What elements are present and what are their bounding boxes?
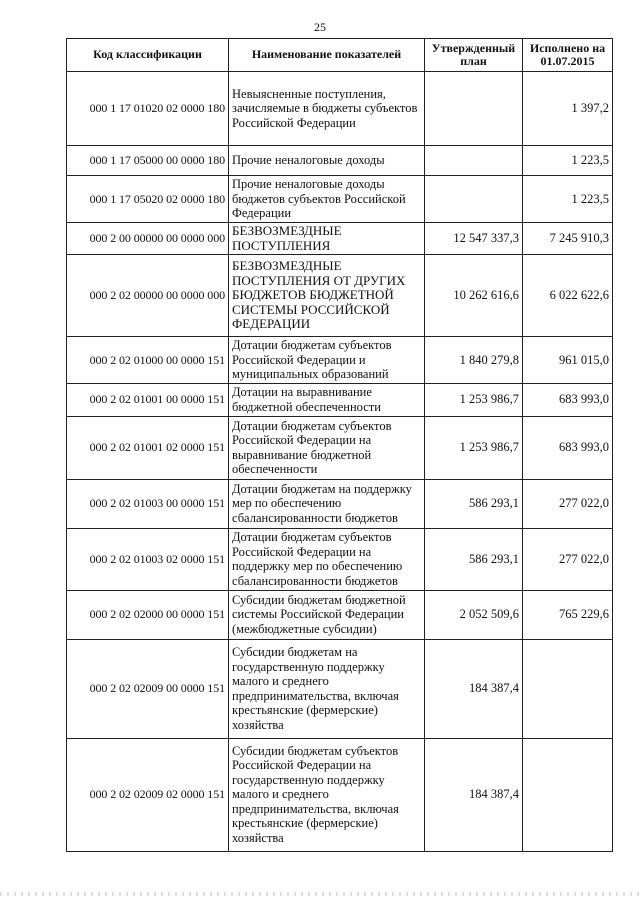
scan-edge-noise <box>0 892 640 896</box>
table-row <box>67 383 613 416</box>
cell-done: 277 022,0 <box>523 479 613 528</box>
table-row <box>67 223 613 255</box>
table-row <box>67 337 613 384</box>
cell-done: 1 223,5 <box>523 176 613 223</box>
cell-name: Субсидии бюджетам на государственную поддержку малого и среднего предпринимательства, включая крестьянские (фермерские) хозяйства <box>229 639 425 738</box>
cell-done: 1 223,5 <box>523 146 613 176</box>
cell-code: 000 2 02 01001 00 0000 151 <box>67 383 229 416</box>
table-header-row <box>67 39 613 72</box>
cell-plan: 184 387,4 <box>425 738 523 851</box>
cell-code: 000 2 02 02000 00 0000 151 <box>67 590 229 639</box>
header-plan: Утвержденный план <box>425 39 523 72</box>
cell-code: 000 2 02 01003 02 0000 151 <box>67 528 229 590</box>
table-row <box>67 528 613 590</box>
cell-name: Невыясненные поступления, зачисляемые в бюджеты субъектов Российской Федерации <box>229 72 425 146</box>
table-row <box>67 176 613 223</box>
cell-code: 000 1 17 05020 02 0000 180 <box>67 176 229 223</box>
cell-done: 277 022,0 <box>523 528 613 590</box>
cell-plan: 586 293,1 <box>425 479 523 528</box>
cell-name: БЕЗВОЗМЕЗДНЫЕ ПОСТУПЛЕНИЯ <box>229 223 425 255</box>
cell-plan <box>425 146 523 176</box>
cell-code: 000 2 02 02009 00 0000 151 <box>67 639 229 738</box>
cell-code: 000 2 02 01001 02 0000 151 <box>67 416 229 479</box>
header-code: Код классификации <box>67 39 229 72</box>
cell-code: 000 2 02 00000 00 0000 000 <box>67 255 229 337</box>
cell-plan: 184 387,4 <box>425 639 523 738</box>
cell-plan: 10 262 616,6 <box>425 255 523 337</box>
cell-done: 683 993,0 <box>523 383 613 416</box>
table-row <box>67 639 613 738</box>
cell-name: Субсидии бюджетам бюджетной системы Российской Федерации (межбюджетные субсидии) <box>229 590 425 639</box>
cell-done <box>523 738 613 851</box>
cell-plan: 2 052 509,6 <box>425 590 523 639</box>
cell-name: Субсидии бюджетам субъектов Российской Федерации на государственную поддержку малого и среднего предпринимательства, включая крестьянские (фермерские) хозяйства <box>229 738 425 851</box>
header-name: Наименование показателей <box>229 39 425 72</box>
table-row <box>67 738 613 851</box>
cell-code: 000 2 00 00000 00 0000 000 <box>67 223 229 255</box>
cell-code: 000 2 02 01003 00 0000 151 <box>67 479 229 528</box>
table-body <box>67 72 613 852</box>
cell-plan <box>425 72 523 146</box>
cell-done: 1 397,2 <box>523 72 613 146</box>
cell-done: 683 993,0 <box>523 416 613 479</box>
cell-name: БЕЗВОЗМЕЗДНЫЕ ПОСТУПЛЕНИЯ ОТ ДРУГИХ БЮДЖЕТОВ БЮДЖЕТНОЙ СИСТЕМЫ РОССИЙСКОЙ ФЕДЕРАЦИИ <box>229 255 425 337</box>
table-row <box>67 479 613 528</box>
cell-done: 7 245 910,3 <box>523 223 613 255</box>
table-row <box>67 72 613 146</box>
cell-name: Дотации на выравнивание бюджетной обеспеченности <box>229 383 425 416</box>
cell-plan: 586 293,1 <box>425 528 523 590</box>
cell-code: 000 1 17 01020 02 0000 180 <box>67 72 229 146</box>
cell-plan: 1 840 279,8 <box>425 337 523 384</box>
page-number: 25 <box>314 20 326 34</box>
cell-plan: 12 547 337,3 <box>425 223 523 255</box>
budget-table <box>66 38 613 852</box>
table-row <box>67 146 613 176</box>
cell-done: 765 229,6 <box>523 590 613 639</box>
header-done: Исполнено на 01.07.2015 <box>523 39 613 72</box>
cell-plan: 1 253 986,7 <box>425 416 523 479</box>
cell-done: 961 015,0 <box>523 337 613 384</box>
table-row <box>67 255 613 337</box>
cell-code: 000 1 17 05000 00 0000 180 <box>67 146 229 176</box>
cell-code: 000 2 02 01000 00 0000 151 <box>67 337 229 384</box>
table-row <box>67 590 613 639</box>
cell-code: 000 2 02 02009 02 0000 151 <box>67 738 229 851</box>
cell-plan <box>425 176 523 223</box>
table-row <box>67 416 613 479</box>
cell-name: Прочие неналоговые доходы <box>229 146 425 176</box>
cell-name: Дотации бюджетам субъектов Российской Федерации на поддержку мер по обеспечению сбалансированности бюджетов <box>229 528 425 590</box>
cell-name: Дотации бюджетам на поддержку мер по обеспечению сбалансированности бюджетов <box>229 479 425 528</box>
cell-name: Дотации бюджетам субъектов Российской Федерации и муниципальных образований <box>229 337 425 384</box>
cell-plan: 1 253 986,7 <box>425 383 523 416</box>
cell-name: Прочие неналоговые доходы бюджетов субъектов Российской Федерации <box>229 176 425 223</box>
cell-name: Дотации бюджетам субъектов Российской Федерации на выравнивание бюджетной обеспеченности <box>229 416 425 479</box>
cell-done: 6 022 622,6 <box>523 255 613 337</box>
cell-done <box>523 639 613 738</box>
